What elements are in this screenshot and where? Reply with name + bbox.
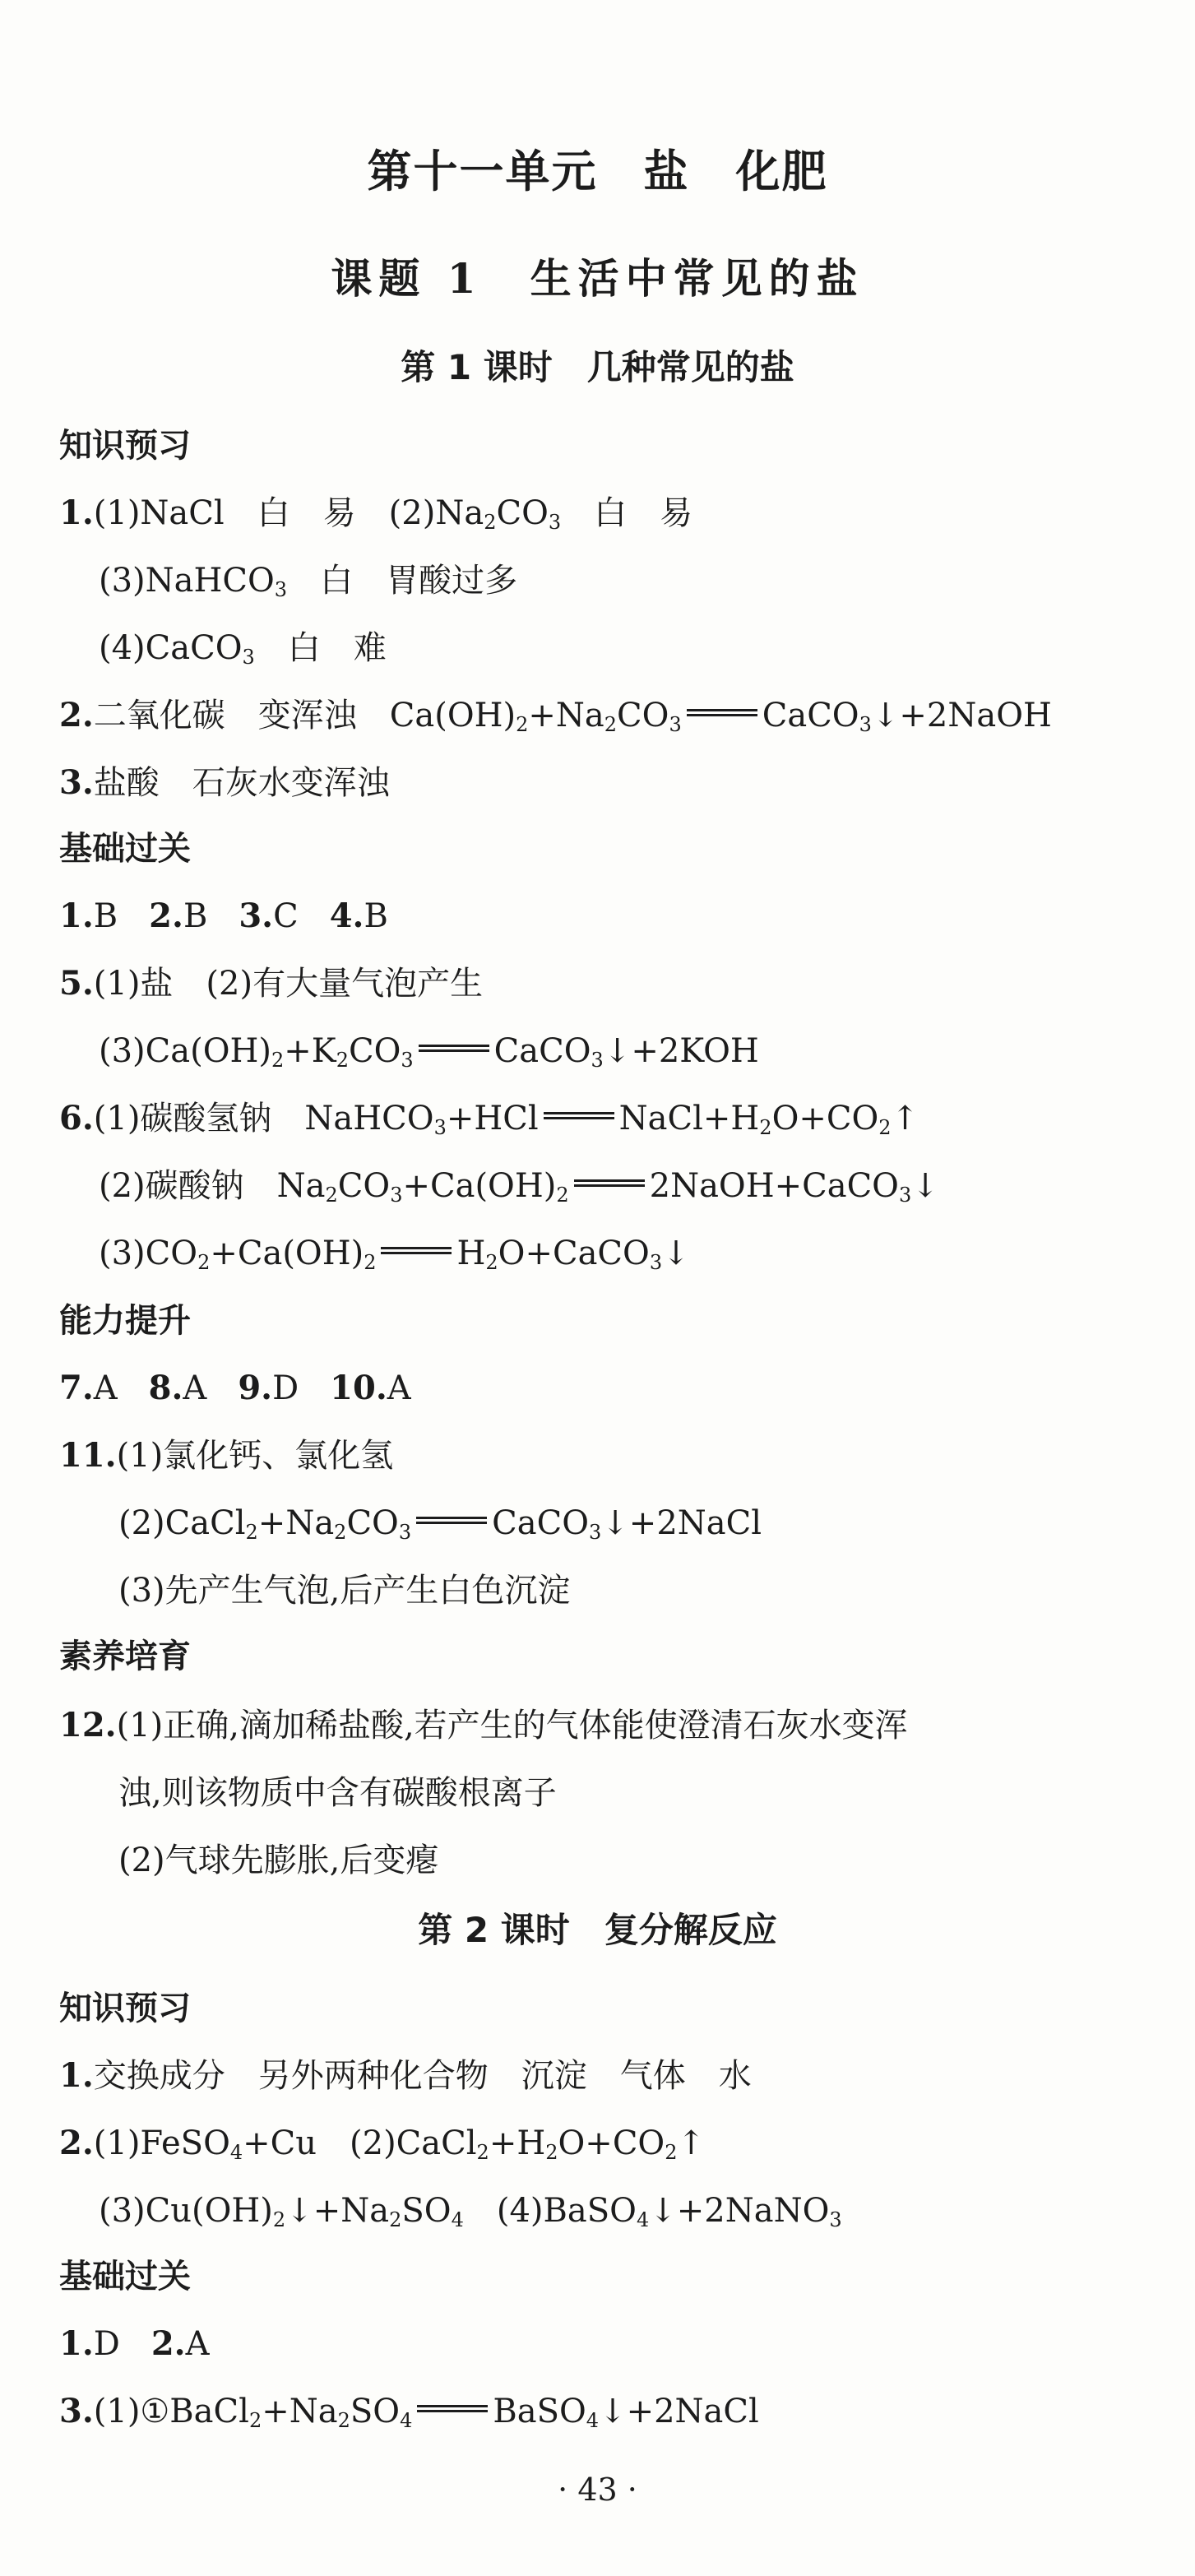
unit-title: 第十一单元 盐 化肥 (367, 146, 828, 197)
question-number: 1. (59, 493, 94, 532)
lesson1-title: 第 1 课时 几种常见的盐 (401, 347, 794, 387)
reaction-equals-sign (687, 709, 757, 716)
l1-q5-line2: $(3)Ca(OH)_2+K_2CO_3$ CaCO$_3$↓+2KOH (99, 1032, 759, 1072)
question-number: 3. (59, 763, 94, 802)
question-number: 2. (59, 2124, 94, 2162)
l1-nengli-choices: 7.A 8.A 9.D 10.A (59, 1369, 411, 1407)
l1-q1-line2: (3)NaHCO$_3$ 白 胃酸过多 (99, 562, 518, 601)
section-heading-suyang: 素养培育 (59, 1638, 191, 1675)
l2-q1-line: 1.交换成分 另外两种化合物 沉淀 气体 水 (59, 2056, 752, 2095)
reaction-equals-sign (417, 2405, 488, 2412)
l1-q5-line1: 5.(1)盐 (2)有大量气泡产生 (59, 964, 484, 1003)
section-heading-nengli: 能力提升 (59, 1302, 191, 1340)
lesson2-title: 第 2 课时 复分解反应 (418, 1910, 777, 1950)
reaction-equals-sign (419, 1045, 489, 1052)
section-heading-jichu-2: 基础过关 (59, 2258, 191, 2296)
l1-q3-line: 3.盐酸 石灰水变浑浊 (59, 763, 390, 802)
l1-q11-line2: $(2)CaCl_2+Na_2CO_3$ CaCO$_3$↓+2NaCl (118, 1504, 762, 1544)
section-heading-zhishi-2: 知识预习 (59, 1990, 191, 2027)
reaction-equals-sign (574, 1179, 645, 1187)
question-number: 1. (59, 2056, 94, 2095)
l1-q1-line3: (4)CaCO$_3$ 白 难 (99, 629, 387, 669)
l1-q1-line1: 1.(1)NaCl 白 易 $(2)Na_2CO_3$ 白 易 (59, 493, 693, 534)
l1-q2-line: 2.二氧化碳 变浑浊 $Ca(OH)_2+Na_2CO_3$ CaCO$_3$↓+2NaOH (59, 696, 1052, 736)
l2-q3-line: $3.(1)①BaCl_2+Na_2SO_4$ BaSO$_4$↓+2NaCl (59, 2392, 759, 2432)
l2-q2-line2: $(3)Cu(OH)_2↓+Na_2SO_4$ (4)BaSO$_4$↓+2NaNO$_3$ (99, 2192, 842, 2231)
reaction-equals-sign (544, 1112, 614, 1119)
question-number: 6. (59, 1099, 94, 1137)
topic-title: 课题 1 生活中常见的盐 (331, 254, 864, 303)
l1-q6-line1: 6.(1)碳酸氢钠 NaHCO$_3$+HCl $NaCl+H_2O+CO_2↑$ (59, 1099, 919, 1139)
page-number: · 43 · (558, 2472, 637, 2508)
question-number: 3. (59, 2392, 94, 2430)
section-heading-jichu: 基础过关 (59, 830, 191, 868)
l2-q2-line1: 2.(1)FeSO$_4$+Cu $(2)CaCl_2+H_2O+CO_2↑$ (59, 2124, 706, 2164)
l1-q12-line3: (2)气球先膨胀,后变瘪 (118, 1842, 439, 1879)
l1-q12-line2: 浊,则该物质中含有碳酸根离子 (118, 1774, 557, 1812)
l1-q6-line3: $(3)CO_2+Ca(OH)_2$ $H_2O+CaCO_3↓$ (99, 1235, 690, 1274)
question-number: 12. (59, 1706, 117, 1744)
l1-q11-line3: (3)先产生气泡,后产生白色沉淀 (118, 1572, 571, 1610)
question-number: 2. (59, 696, 94, 734)
l1-q12-line1: 12.(1)正确,滴加稀盐酸,若产生的气体能使澄清石灰水变浑 (59, 1706, 908, 1744)
question-number: 11. (59, 1436, 117, 1475)
question-number: 5. (59, 964, 94, 1003)
l1-jichu-choices: 1.B 2.B 3.C 4.B (59, 897, 388, 935)
reaction-equals-sign (381, 1247, 452, 1254)
l1-q6-line2: (2)碳酸钠 $Na_2CO_3+Ca(OH)_2$ 2NaOH+CaCO$_3$↓ (99, 1167, 939, 1207)
section-heading-zhishi: 知识预习 (59, 427, 191, 465)
reaction-equals-sign (416, 1517, 487, 1524)
l2-jichu-choices: 1.D 2.A (59, 2324, 210, 2363)
l1-q11-line1: 11.(1)氯化钙、氯化氢 (59, 1436, 394, 1475)
